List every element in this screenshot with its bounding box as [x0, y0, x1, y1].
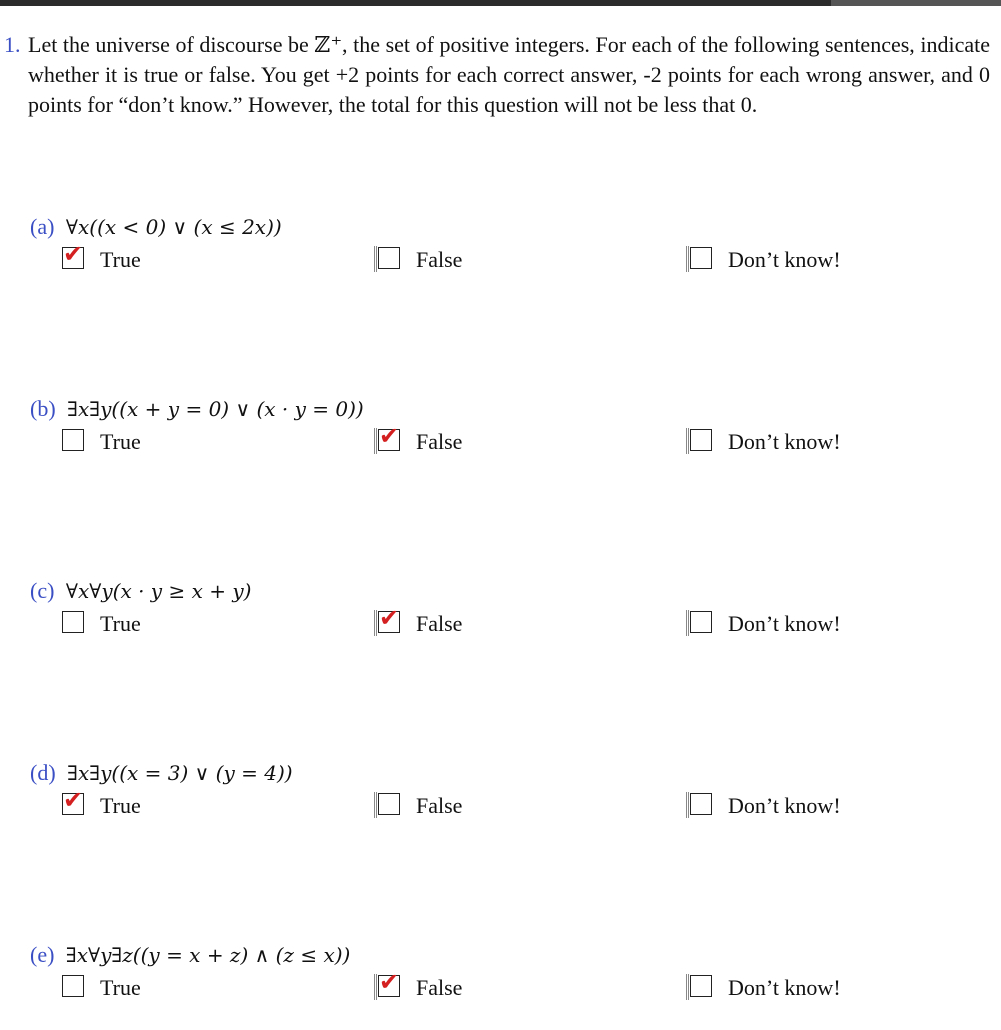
top-bar-end [831, 0, 1001, 6]
part-b [0, 394, 1001, 484]
option-label-dont-know: Don’t know! [728, 611, 841, 636]
checkbox[interactable] [62, 611, 84, 633]
checkmark-icon: ✔ [63, 240, 84, 268]
checkbox[interactable] [62, 975, 84, 997]
option-label-false: False [416, 247, 463, 272]
part-label: (c) [30, 578, 55, 603]
checkbox[interactable] [378, 247, 400, 269]
part-prompt [30, 576, 251, 606]
part-c [0, 576, 1001, 666]
part-prompt [30, 394, 364, 424]
checkbox[interactable] [690, 247, 712, 269]
option-label-false: False [416, 611, 463, 636]
option-label-true: True [100, 429, 141, 454]
part-a [0, 212, 1001, 302]
part-label: (b) [30, 396, 56, 421]
question-text: Let the universe of discourse be ℤ⁺, the set of positive integers. For each of the following sentences, indicate whether it is true or false. You get +2 points for each correct answer, -2 points for each wrong answer, and 0 points for “don’t know.” However, the total for this question will not be less that 0. [28, 32, 990, 117]
part-e [0, 940, 1001, 1030]
part-d [0, 758, 1001, 848]
part-prompt [30, 758, 293, 788]
question-number: 1. [4, 32, 21, 57]
option-label-true: True [100, 793, 141, 818]
checkbox[interactable] [690, 975, 712, 997]
part-label: (e) [30, 942, 55, 967]
checkmark-icon: ✔ [379, 422, 400, 450]
option-label-false: False [416, 429, 463, 454]
option-label-false: False [416, 975, 463, 1000]
part-prompt [30, 940, 350, 970]
part-label: (a) [30, 214, 55, 239]
checkbox[interactable] [378, 793, 400, 815]
option-label-true: True [100, 247, 141, 272]
checkbox[interactable] [690, 429, 712, 451]
part-label: (d) [30, 760, 56, 785]
option-label-true: True [100, 975, 141, 1000]
option-label-dont-know: Don’t know! [728, 793, 841, 818]
option-label-dont-know: Don’t know! [728, 429, 841, 454]
part-prompt [30, 212, 282, 242]
option-label-false: False [416, 793, 463, 818]
part-formula: ∀x∀y(x · y ≥ x + y) [65, 579, 252, 603]
part-formula: ∃x∀y∃z((y = x + z) ∧ (z ≤ x)) [65, 943, 351, 967]
part-formula: ∃x∃y((x = 3) ∨ (y = 4)) [67, 761, 293, 785]
option-label-dont-know: Don’t know! [728, 975, 841, 1000]
option-label-dont-know: Don’t know! [728, 247, 841, 272]
part-formula: ∀x((x < 0) ∨ (x ≤ 2x)) [65, 215, 282, 239]
checkbox[interactable] [690, 611, 712, 633]
checkbox[interactable] [690, 793, 712, 815]
checkbox[interactable] [62, 429, 84, 451]
checkmark-icon: ✔ [379, 604, 400, 632]
part-formula: ∃x∃y((x + y = 0) ∨ (x · y = 0)) [67, 397, 364, 421]
checkmark-icon: ✔ [63, 786, 84, 814]
top-bar [0, 0, 1001, 6]
checkmark-icon: ✔ [379, 968, 400, 996]
option-label-true: True [100, 611, 141, 636]
